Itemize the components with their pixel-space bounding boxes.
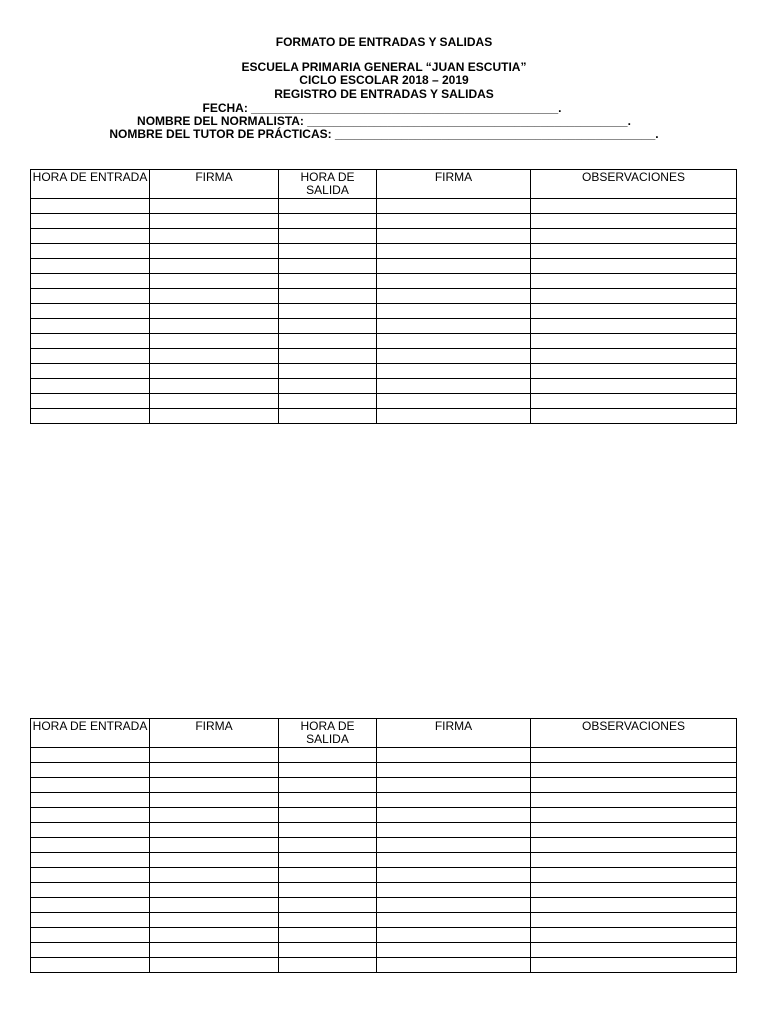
col-firma-salida: FIRMA xyxy=(377,719,531,748)
hora-salida-cell xyxy=(279,199,377,214)
firma-entrada-cell xyxy=(150,928,279,943)
firma-salida-cell xyxy=(377,778,531,793)
table-row xyxy=(31,379,737,394)
observaciones-cell xyxy=(531,853,737,868)
firma-entrada-cell xyxy=(150,409,279,424)
firma-entrada-cell xyxy=(150,883,279,898)
hora-salida-cell xyxy=(279,808,377,823)
firma-salida-cell xyxy=(377,958,531,973)
table-row xyxy=(31,763,737,778)
firma-entrada-cell xyxy=(150,838,279,853)
col-observaciones: OBSERVACIONES xyxy=(531,719,737,748)
hora-entrada-cell xyxy=(31,319,150,334)
hora-salida-cell xyxy=(279,364,377,379)
firma-entrada-cell xyxy=(150,289,279,304)
normalista-field: NOMBRE DEL NORMALISTA: ________________________________________________. xyxy=(137,114,631,128)
hora-salida-cell xyxy=(279,409,377,424)
table-row xyxy=(31,334,737,349)
table-row xyxy=(31,748,737,763)
firma-entrada-cell xyxy=(150,199,279,214)
table-row xyxy=(31,778,737,793)
fecha-field: FECHA: ______________________________________________. xyxy=(202,101,562,115)
firma-entrada-cell xyxy=(150,853,279,868)
firma-salida-cell xyxy=(377,274,531,289)
hora-salida-cell xyxy=(279,274,377,289)
observaciones-cell xyxy=(531,898,737,913)
firma-salida-cell xyxy=(377,898,531,913)
observaciones-cell xyxy=(531,289,737,304)
hora-entrada-cell xyxy=(31,364,150,379)
hora-entrada-cell xyxy=(31,763,150,778)
firma-entrada-cell xyxy=(150,823,279,838)
firma-salida-cell xyxy=(377,883,531,898)
table-row xyxy=(31,229,737,244)
col-hora-entrada: HORA DE ENTRADA xyxy=(31,170,150,199)
col-hora-salida: HORA DE SALIDA xyxy=(279,719,377,748)
observaciones-cell xyxy=(531,838,737,853)
hora-salida-cell xyxy=(279,334,377,349)
observaciones-cell xyxy=(531,958,737,973)
observaciones-cell xyxy=(531,763,737,778)
hora-salida-cell xyxy=(279,214,377,229)
firma-entrada-cell xyxy=(150,319,279,334)
hora-salida-cell xyxy=(279,259,377,274)
firma-salida-cell xyxy=(377,913,531,928)
hora-salida-cell xyxy=(279,778,377,793)
hora-salida-cell xyxy=(279,943,377,958)
table-header-row xyxy=(31,170,737,199)
firma-salida-cell xyxy=(377,199,531,214)
observaciones-cell xyxy=(531,868,737,883)
observaciones-cell xyxy=(531,748,737,763)
table-row xyxy=(31,214,737,229)
firma-entrada-cell xyxy=(150,913,279,928)
firma-entrada-cell xyxy=(150,763,279,778)
hora-salida-cell xyxy=(279,883,377,898)
firma-entrada-cell xyxy=(150,364,279,379)
col-observaciones: OBSERVACIONES xyxy=(531,170,737,199)
firma-salida-cell xyxy=(377,304,531,319)
hora-salida-cell xyxy=(279,394,377,409)
table-row xyxy=(31,319,737,334)
col-hora-salida: HORA DE SALIDA xyxy=(279,170,377,199)
firma-salida-cell xyxy=(377,748,531,763)
hora-entrada-cell xyxy=(31,853,150,868)
hora-salida-cell xyxy=(279,958,377,973)
hora-entrada-cell xyxy=(31,778,150,793)
firma-salida-cell xyxy=(377,379,531,394)
hora-entrada-cell xyxy=(31,808,150,823)
table-row xyxy=(31,838,737,853)
table-row xyxy=(31,304,737,319)
firma-salida-cell xyxy=(377,289,531,304)
table-row xyxy=(31,364,737,379)
col-firma-entrada: FIRMA xyxy=(150,719,279,748)
firma-entrada-cell xyxy=(150,214,279,229)
table-row xyxy=(31,394,737,409)
table-row xyxy=(31,274,737,289)
observaciones-cell xyxy=(531,778,737,793)
firma-salida-cell xyxy=(377,319,531,334)
firma-entrada-cell xyxy=(150,394,279,409)
firma-salida-cell xyxy=(377,808,531,823)
firma-entrada-cell xyxy=(150,778,279,793)
observaciones-cell xyxy=(531,349,737,364)
hora-entrada-cell xyxy=(31,244,150,259)
hora-salida-cell xyxy=(279,229,377,244)
firma-entrada-cell xyxy=(150,259,279,274)
firma-salida-cell xyxy=(377,259,531,274)
table-row xyxy=(31,868,737,883)
table-row xyxy=(31,808,737,823)
firma-salida-cell xyxy=(377,244,531,259)
hora-entrada-cell xyxy=(31,349,150,364)
hora-entrada-cell xyxy=(31,409,150,424)
document-title: FORMATO DE ENTRADAS Y SALIDAS xyxy=(275,35,493,49)
observaciones-cell xyxy=(531,808,737,823)
table-row xyxy=(31,898,737,913)
observaciones-cell xyxy=(531,304,737,319)
firma-entrada-cell xyxy=(150,808,279,823)
school-name: ESCUELA PRIMARIA GENERAL “JUAN ESCUTIA” xyxy=(241,60,527,74)
observaciones-cell xyxy=(531,364,737,379)
observaciones-cell xyxy=(531,244,737,259)
table-row xyxy=(31,883,737,898)
firma-entrada-cell xyxy=(150,349,279,364)
firma-salida-cell xyxy=(377,229,531,244)
firma-entrada-cell xyxy=(150,334,279,349)
tutor-field: NOMBRE DEL TUTOR DE PRÁCTICAS: ________________________________________________. xyxy=(109,127,659,141)
observaciones-cell xyxy=(531,793,737,808)
firma-salida-cell xyxy=(377,334,531,349)
table-row xyxy=(31,958,737,973)
hora-entrada-cell xyxy=(31,259,150,274)
hora-entrada-cell xyxy=(31,379,150,394)
firma-salida-cell xyxy=(377,943,531,958)
observaciones-cell xyxy=(531,319,737,334)
table-row xyxy=(31,823,737,838)
firma-salida-cell xyxy=(377,763,531,778)
firma-entrada-cell xyxy=(150,229,279,244)
observaciones-cell xyxy=(531,379,737,394)
hora-entrada-cell xyxy=(31,958,150,973)
hora-salida-cell xyxy=(279,763,377,778)
hora-entrada-cell xyxy=(31,214,150,229)
firma-salida-cell xyxy=(377,793,531,808)
firma-salida-cell xyxy=(377,928,531,943)
observaciones-cell xyxy=(531,214,737,229)
hora-entrada-cell xyxy=(31,838,150,853)
firma-entrada-cell xyxy=(150,274,279,289)
firma-entrada-cell xyxy=(150,748,279,763)
hora-entrada-cell xyxy=(31,748,150,763)
firma-entrada-cell xyxy=(150,943,279,958)
hora-salida-cell xyxy=(279,244,377,259)
hora-entrada-cell xyxy=(31,928,150,943)
hora-salida-cell xyxy=(279,289,377,304)
table-row xyxy=(31,349,737,364)
hora-entrada-cell xyxy=(31,229,150,244)
table-row xyxy=(31,928,737,943)
observaciones-cell xyxy=(531,394,737,409)
hora-salida-cell xyxy=(279,349,377,364)
hora-salida-cell xyxy=(279,868,377,883)
hora-entrada-cell xyxy=(31,913,150,928)
firma-entrada-cell xyxy=(150,304,279,319)
hora-entrada-cell xyxy=(31,883,150,898)
observaciones-cell xyxy=(531,883,737,898)
firma-salida-cell xyxy=(377,394,531,409)
hora-salida-cell xyxy=(279,379,377,394)
observaciones-cell xyxy=(531,823,737,838)
entry-exit-table-2 xyxy=(30,718,737,973)
observaciones-cell xyxy=(531,274,737,289)
hora-entrada-cell xyxy=(31,199,150,214)
hora-entrada-cell xyxy=(31,289,150,304)
table-row xyxy=(31,793,737,808)
firma-entrada-cell xyxy=(150,958,279,973)
table-row xyxy=(31,259,737,274)
firma-entrada-cell xyxy=(150,379,279,394)
firma-salida-cell xyxy=(377,823,531,838)
firma-salida-cell xyxy=(377,409,531,424)
observaciones-cell xyxy=(531,928,737,943)
table-row xyxy=(31,853,737,868)
firma-salida-cell xyxy=(377,853,531,868)
hora-entrada-cell xyxy=(31,868,150,883)
firma-salida-cell xyxy=(377,349,531,364)
hora-entrada-cell xyxy=(31,334,150,349)
observaciones-cell xyxy=(531,913,737,928)
hora-salida-cell xyxy=(279,928,377,943)
hora-entrada-cell xyxy=(31,823,150,838)
table-row xyxy=(31,913,737,928)
hora-salida-cell xyxy=(279,853,377,868)
firma-salida-cell xyxy=(377,364,531,379)
observaciones-cell xyxy=(531,943,737,958)
school-cycle: CICLO ESCOLAR 2018 – 2019 xyxy=(299,73,469,87)
firma-entrada-cell xyxy=(150,898,279,913)
hora-entrada-cell xyxy=(31,898,150,913)
col-firma-entrada: FIRMA xyxy=(150,170,279,199)
firma-salida-cell xyxy=(377,868,531,883)
table-header-row xyxy=(31,719,737,748)
col-firma-salida: FIRMA xyxy=(377,170,531,199)
hora-salida-cell xyxy=(279,913,377,928)
hora-entrada-cell xyxy=(31,304,150,319)
table-row xyxy=(31,943,737,958)
entry-exit-table-1 xyxy=(30,169,737,424)
hora-entrada-cell xyxy=(31,274,150,289)
firma-salida-cell xyxy=(377,214,531,229)
firma-entrada-cell xyxy=(150,244,279,259)
hora-salida-cell xyxy=(279,838,377,853)
observaciones-cell xyxy=(531,409,737,424)
table-row xyxy=(31,199,737,214)
hora-entrada-cell xyxy=(31,394,150,409)
hora-salida-cell xyxy=(279,748,377,763)
observaciones-cell xyxy=(531,229,737,244)
firma-salida-cell xyxy=(377,838,531,853)
firma-entrada-cell xyxy=(150,793,279,808)
observaciones-cell xyxy=(531,259,737,274)
hora-salida-cell xyxy=(279,304,377,319)
hora-salida-cell xyxy=(279,823,377,838)
table-row xyxy=(31,289,737,304)
register-title: REGISTRO DE ENTRADAS Y SALIDAS xyxy=(274,87,494,101)
col-hora-entrada: HORA DE ENTRADA xyxy=(31,719,150,748)
hora-entrada-cell xyxy=(31,943,150,958)
firma-entrada-cell xyxy=(150,868,279,883)
table-row xyxy=(31,409,737,424)
hora-salida-cell xyxy=(279,793,377,808)
table-row xyxy=(31,244,737,259)
hora-salida-cell xyxy=(279,898,377,913)
hora-entrada-cell xyxy=(31,793,150,808)
hora-salida-cell xyxy=(279,319,377,334)
observaciones-cell xyxy=(531,334,737,349)
observaciones-cell xyxy=(531,199,737,214)
